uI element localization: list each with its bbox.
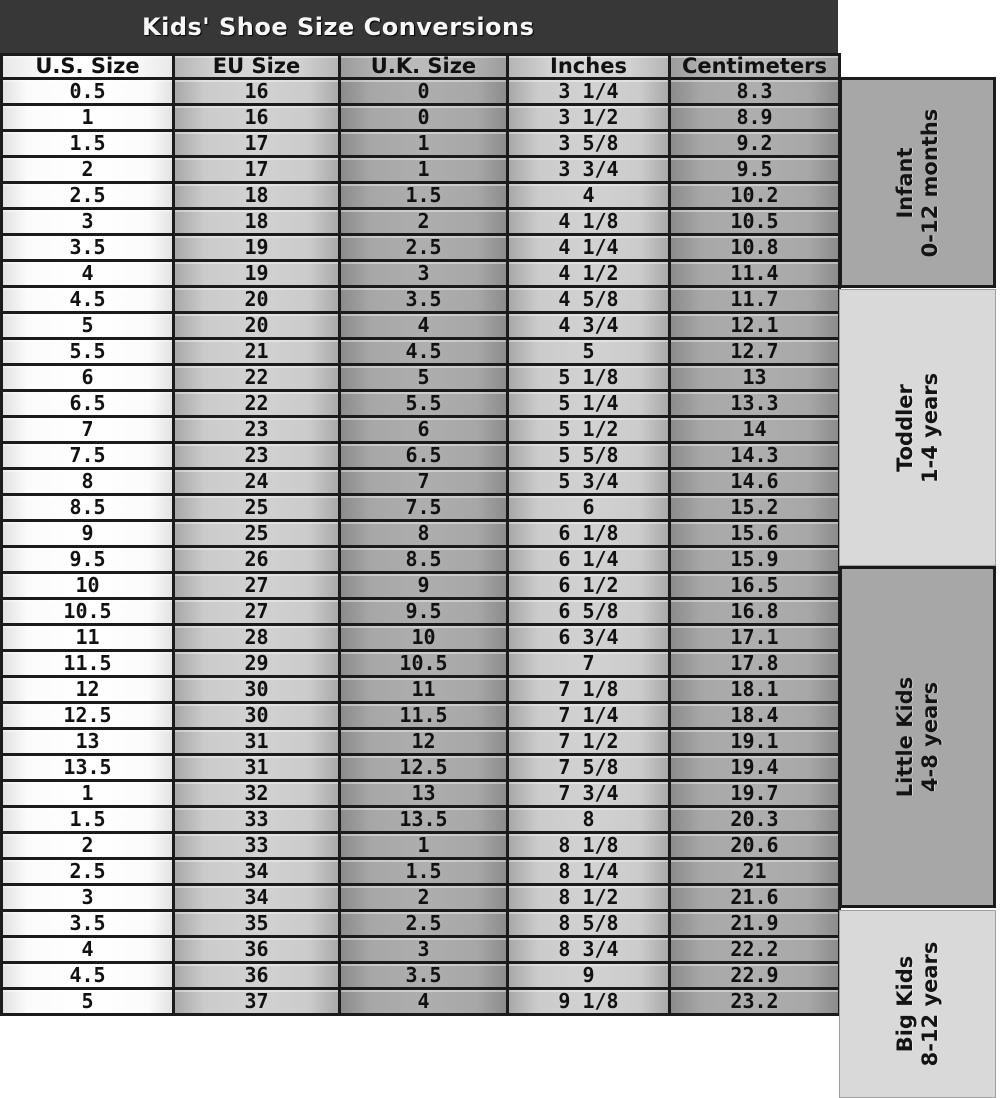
cell: 3.5 — [2, 911, 174, 937]
table-row — [2, 313, 840, 339]
column-header-centimeters: Centimeters — [670, 55, 840, 79]
cell: 4 1/8 — [508, 209, 670, 235]
cell: 1 — [340, 833, 508, 859]
cell: 5 1/4 — [508, 391, 670, 417]
cell: 6 — [340, 417, 508, 443]
cell: 13 — [2, 729, 174, 755]
cell: 20.6 — [670, 833, 840, 859]
cell: 10 — [340, 625, 508, 651]
cell: 12.5 — [340, 755, 508, 781]
cell: 21 — [174, 339, 340, 365]
cell: 7 — [508, 651, 670, 677]
cell: 9 — [340, 573, 508, 599]
cell: 6 1/8 — [508, 521, 670, 547]
cell: 8 — [340, 521, 508, 547]
cell: 5 — [2, 313, 174, 339]
cell: 21 — [670, 859, 840, 885]
cell: 6.5 — [2, 391, 174, 417]
header-row — [2, 55, 840, 79]
cell: 1 — [340, 131, 508, 157]
cell: 7 5/8 — [508, 755, 670, 781]
page-title: Kids' Shoe Size Conversions — [142, 12, 535, 41]
cell: 34 — [174, 885, 340, 911]
cell: 1.5 — [2, 131, 174, 157]
cell: 21.6 — [670, 885, 840, 911]
cell: 19.1 — [670, 729, 840, 755]
cell: 3 — [2, 209, 174, 235]
shoe-size-table — [0, 53, 841, 1016]
cell: 14.3 — [670, 443, 840, 469]
cell: 2 — [340, 209, 508, 235]
cell: 17.8 — [670, 651, 840, 677]
cell: 7.5 — [2, 443, 174, 469]
cell: 6 5/8 — [508, 599, 670, 625]
cell: 19 — [174, 261, 340, 287]
age-group-name: Little Kids — [892, 676, 917, 798]
table-row — [2, 469, 840, 495]
age-group-range: 4-8 years — [917, 681, 942, 793]
cell: 3 — [2, 885, 174, 911]
cell: 5.5 — [2, 339, 174, 365]
table-row — [2, 183, 840, 209]
cell: 16 — [174, 79, 340, 105]
cell: 8.3 — [670, 79, 840, 105]
cell: 17 — [174, 131, 340, 157]
cell: 18.4 — [670, 703, 840, 729]
cell: 8 — [2, 469, 174, 495]
cell: 19.4 — [670, 755, 840, 781]
cell: 0 — [340, 105, 508, 131]
cell: 10 — [2, 573, 174, 599]
cell: 10.5 — [340, 651, 508, 677]
column-header-eu-size: EU Size — [174, 55, 340, 79]
cell: 8 3/4 — [508, 937, 670, 963]
cell: 1 — [340, 157, 508, 183]
cell: 22.2 — [670, 937, 840, 963]
cell: 4.5 — [2, 287, 174, 313]
age-group-range: 0-12 months — [917, 108, 942, 257]
cell: 2 — [340, 885, 508, 911]
cell: 17 — [174, 157, 340, 183]
cell: 3.5 — [340, 963, 508, 989]
table-row — [2, 261, 840, 287]
cell: 27 — [174, 599, 340, 625]
table-row — [2, 651, 840, 677]
cell: 17.1 — [670, 625, 840, 651]
cell: 10.5 — [2, 599, 174, 625]
cell: 3 1/2 — [508, 105, 670, 131]
cell: 16 — [174, 105, 340, 131]
cell: 2.5 — [340, 911, 508, 937]
table-row — [2, 989, 840, 1015]
cell: 9.5 — [670, 157, 840, 183]
table-row — [2, 599, 840, 625]
cell: 33 — [174, 833, 340, 859]
cell: 4 — [340, 989, 508, 1015]
cell: 10.5 — [670, 209, 840, 235]
cell: 4 — [508, 183, 670, 209]
cell: 5 5/8 — [508, 443, 670, 469]
cell: 6 3/4 — [508, 625, 670, 651]
cell: 13 — [340, 781, 508, 807]
cell: 2.5 — [340, 235, 508, 261]
cell: 31 — [174, 755, 340, 781]
table-row — [2, 157, 840, 183]
cell: 7 1/4 — [508, 703, 670, 729]
cell: 20 — [174, 287, 340, 313]
table-row — [2, 391, 840, 417]
cell: 8 1/2 — [508, 885, 670, 911]
cell: 37 — [174, 989, 340, 1015]
cell: 5 1/2 — [508, 417, 670, 443]
cell: 8 1/4 — [508, 859, 670, 885]
cell: 1.5 — [340, 859, 508, 885]
age-group-name: Toddler — [892, 383, 917, 472]
age-group-little-kids-label — [893, 677, 943, 797]
cell: 9.5 — [2, 547, 174, 573]
cell: 4 — [2, 261, 174, 287]
table-row — [2, 339, 840, 365]
cell: 11.4 — [670, 261, 840, 287]
cell: 2 — [2, 157, 174, 183]
table-row — [2, 417, 840, 443]
cell: 32 — [174, 781, 340, 807]
age-group-infant-label — [893, 108, 943, 257]
cell: 6 — [2, 365, 174, 391]
table-row — [2, 677, 840, 703]
cell: 16.8 — [670, 599, 840, 625]
cell: 8 5/8 — [508, 911, 670, 937]
cell: 3 5/8 — [508, 131, 670, 157]
cell: 13 — [670, 365, 840, 391]
cell: 11 — [2, 625, 174, 651]
cell: 23.2 — [670, 989, 840, 1015]
table-row — [2, 937, 840, 963]
cell: 12.7 — [670, 339, 840, 365]
table-row — [2, 703, 840, 729]
cell: 30 — [174, 677, 340, 703]
table-row — [2, 859, 840, 885]
table-row — [2, 105, 840, 131]
cell: 10.2 — [670, 183, 840, 209]
table-row — [2, 625, 840, 651]
cell: 8.9 — [670, 105, 840, 131]
table-row — [2, 235, 840, 261]
cell: 8 — [508, 807, 670, 833]
table-row — [2, 807, 840, 833]
cell: 11.5 — [340, 703, 508, 729]
table-row — [2, 781, 840, 807]
cell: 20 — [174, 313, 340, 339]
table-row — [2, 755, 840, 781]
table-row — [2, 885, 840, 911]
cell: 22.9 — [670, 963, 840, 989]
age-group-toddler — [839, 289, 996, 566]
cell: 14.6 — [670, 469, 840, 495]
table-row — [2, 495, 840, 521]
cell: 18 — [174, 183, 340, 209]
age-group-toddler-label — [893, 372, 943, 482]
cell: 6 — [508, 495, 670, 521]
cell: 19 — [174, 235, 340, 261]
cell: 23 — [174, 443, 340, 469]
cell: 4 1/4 — [508, 235, 670, 261]
cell: 2.5 — [2, 859, 174, 885]
cell: 0 — [340, 79, 508, 105]
cell: 13.3 — [670, 391, 840, 417]
cell: 7 1/8 — [508, 677, 670, 703]
cell: 12.1 — [670, 313, 840, 339]
cell: 1.5 — [2, 807, 174, 833]
cell: 33 — [174, 807, 340, 833]
table-row — [2, 547, 840, 573]
cell: 18 — [174, 209, 340, 235]
cell: 0.5 — [2, 79, 174, 105]
cell: 15.2 — [670, 495, 840, 521]
cell: 7.5 — [340, 495, 508, 521]
column-header-us-size: U.S. Size — [2, 55, 174, 79]
cell: 3 3/4 — [508, 157, 670, 183]
cell: 14 — [670, 417, 840, 443]
cell: 4 3/4 — [508, 313, 670, 339]
table-row — [2, 911, 840, 937]
cell: 3 1/4 — [508, 79, 670, 105]
cell: 1 — [2, 105, 174, 131]
cell: 5 1/8 — [508, 365, 670, 391]
age-group-big-kids-label — [893, 942, 943, 1067]
age-group-infant — [839, 77, 996, 288]
cell: 5 — [2, 989, 174, 1015]
cell: 3.5 — [2, 235, 174, 261]
cell: 26 — [174, 547, 340, 573]
cell: 24 — [174, 469, 340, 495]
cell: 4.5 — [2, 963, 174, 989]
cell: 5 — [508, 339, 670, 365]
cell: 27 — [174, 573, 340, 599]
cell: 7 — [2, 417, 174, 443]
cell: 20.3 — [670, 807, 840, 833]
cell: 11.5 — [2, 651, 174, 677]
cell: 1.5 — [340, 183, 508, 209]
cell: 6.5 — [340, 443, 508, 469]
cell: 9 — [2, 521, 174, 547]
cell: 16.5 — [670, 573, 840, 599]
cell: 7 1/2 — [508, 729, 670, 755]
cell: 19.7 — [670, 781, 840, 807]
table-row — [2, 287, 840, 313]
cell: 9.5 — [340, 599, 508, 625]
age-group-little-kids — [839, 566, 996, 908]
table-row — [2, 79, 840, 105]
cell: 7 3/4 — [508, 781, 670, 807]
table-row — [2, 131, 840, 157]
cell: 9 — [508, 963, 670, 989]
cell: 8.5 — [340, 547, 508, 573]
size-table-body — [2, 79, 840, 1015]
cell: 22 — [174, 365, 340, 391]
column-header-uk-size: U.K. Size — [340, 55, 508, 79]
cell: 29 — [174, 651, 340, 677]
column-header-inches: Inches — [508, 55, 670, 79]
cell: 3 — [340, 937, 508, 963]
cell: 1 — [2, 781, 174, 807]
cell: 15.9 — [670, 547, 840, 573]
cell: 25 — [174, 521, 340, 547]
cell: 4 1/2 — [508, 261, 670, 287]
cell: 4 5/8 — [508, 287, 670, 313]
cell: 5 — [340, 365, 508, 391]
cell: 13.5 — [2, 755, 174, 781]
cell: 12.5 — [2, 703, 174, 729]
cell: 11.7 — [670, 287, 840, 313]
cell: 4.5 — [340, 339, 508, 365]
cell: 36 — [174, 963, 340, 989]
cell: 13.5 — [340, 807, 508, 833]
cell: 5.5 — [340, 391, 508, 417]
cell: 34 — [174, 859, 340, 885]
age-group-big-kids — [839, 910, 996, 1098]
cell: 15.6 — [670, 521, 840, 547]
cell: 21.9 — [670, 911, 840, 937]
age-group-name: Infant — [892, 146, 917, 219]
cell: 3 — [340, 261, 508, 287]
table-row — [2, 833, 840, 859]
cell: 3.5 — [340, 287, 508, 313]
cell: 10.8 — [670, 235, 840, 261]
table-row — [2, 729, 840, 755]
title-bar — [0, 0, 838, 53]
cell: 4 — [2, 937, 174, 963]
table-row — [2, 209, 840, 235]
cell: 18.1 — [670, 677, 840, 703]
cell: 5 3/4 — [508, 469, 670, 495]
table-row — [2, 521, 840, 547]
age-group-range: 1-4 years — [917, 372, 942, 483]
cell: 28 — [174, 625, 340, 651]
cell: 9 1/8 — [508, 989, 670, 1015]
cell: 36 — [174, 937, 340, 963]
cell: 31 — [174, 729, 340, 755]
cell: 2.5 — [2, 183, 174, 209]
cell: 11 — [340, 677, 508, 703]
table-row — [2, 963, 840, 989]
cell: 4 — [340, 313, 508, 339]
age-group-range: 8-12 years — [917, 941, 942, 1067]
cell: 35 — [174, 911, 340, 937]
cell: 23 — [174, 417, 340, 443]
cell: 30 — [174, 703, 340, 729]
cell: 12 — [2, 677, 174, 703]
table-row — [2, 443, 840, 469]
cell: 22 — [174, 391, 340, 417]
cell: 8 1/8 — [508, 833, 670, 859]
table-row — [2, 365, 840, 391]
cell: 12 — [340, 729, 508, 755]
cell: 25 — [174, 495, 340, 521]
table-row — [2, 573, 840, 599]
age-group-name: Big Kids — [892, 955, 917, 1053]
cell: 8.5 — [2, 495, 174, 521]
cell: 2 — [2, 833, 174, 859]
cell: 7 — [340, 469, 508, 495]
cell: 6 1/2 — [508, 573, 670, 599]
cell: 9.2 — [670, 131, 840, 157]
cell: 6 1/4 — [508, 547, 670, 573]
